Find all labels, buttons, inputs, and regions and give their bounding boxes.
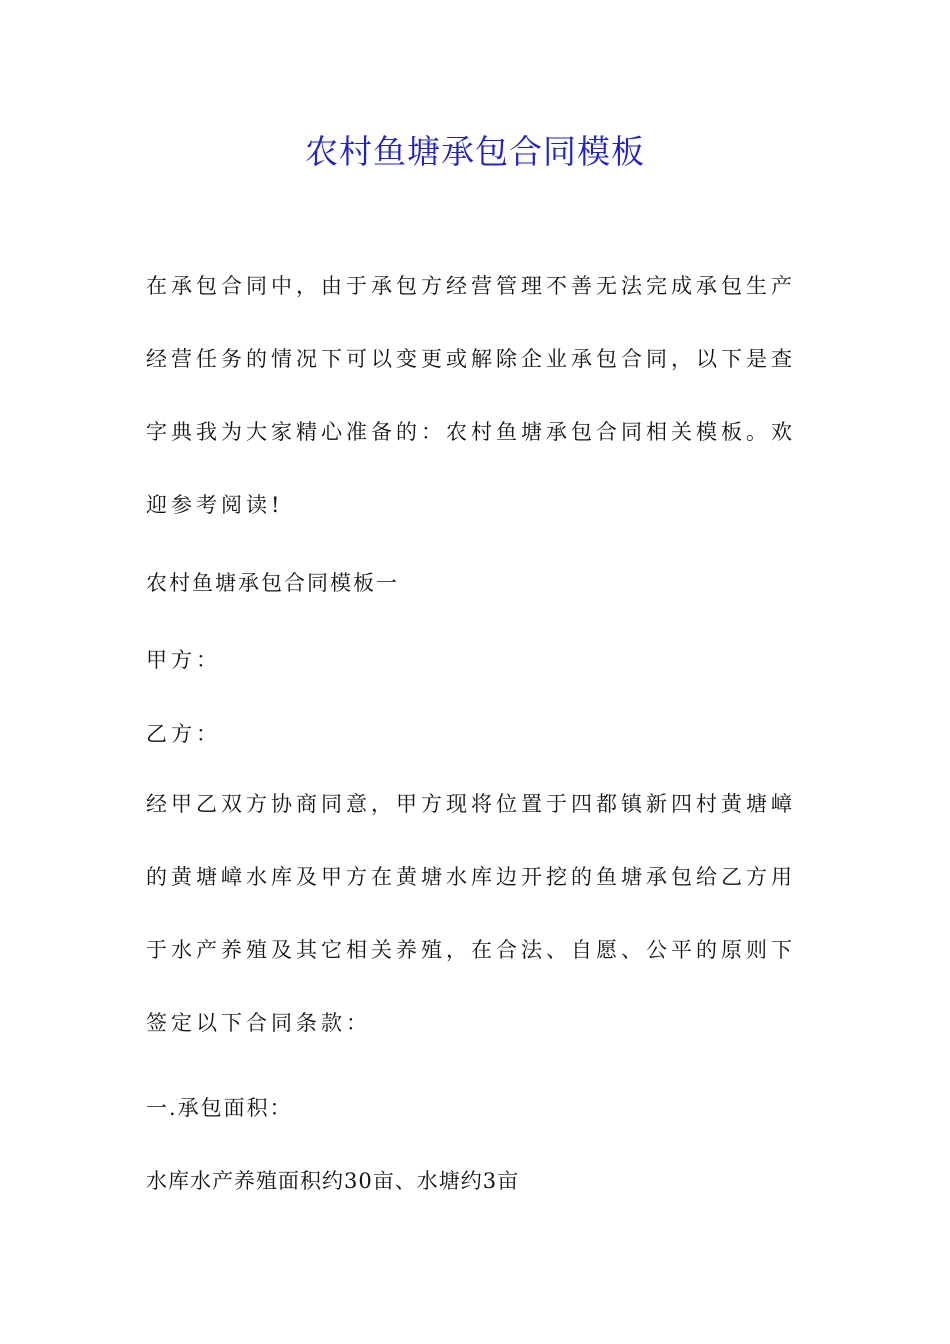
intro-paragraph: 在承包合同中，由于承包方经营管理不善无法完成承包生产经营任务的情况下可以变更或解除企业承包合同，以下是查字典我为大家精心准备的：农村鱼塘承包合同相关模板。欢迎参考阅读! — [146, 274, 796, 517]
document-title: 农村鱼塘承包合同模板 — [305, 132, 645, 171]
party-a-label: 甲方： — [146, 648, 221, 672]
template-subtitle: 农村鱼塘承包合同模板一 — [146, 571, 399, 595]
party-b-label: 乙方： — [146, 722, 221, 746]
section-1-heading: 一.承包面积： — [146, 1096, 293, 1120]
section-1-detail: 水库水产养殖面积约30亩、水塘约3亩 — [146, 1169, 520, 1193]
agreement-paragraph: 经甲乙双方协商同意，甲方现将位置于四都镇新四村黄塘嶂的黄塘嶂水库及甲方在黄塘水库边开挖的鱼塘承包给乙方用于水产养殖及其它相关养殖，在合法、自愿、公平的原则下签定以下合同条款： — [146, 792, 796, 1035]
